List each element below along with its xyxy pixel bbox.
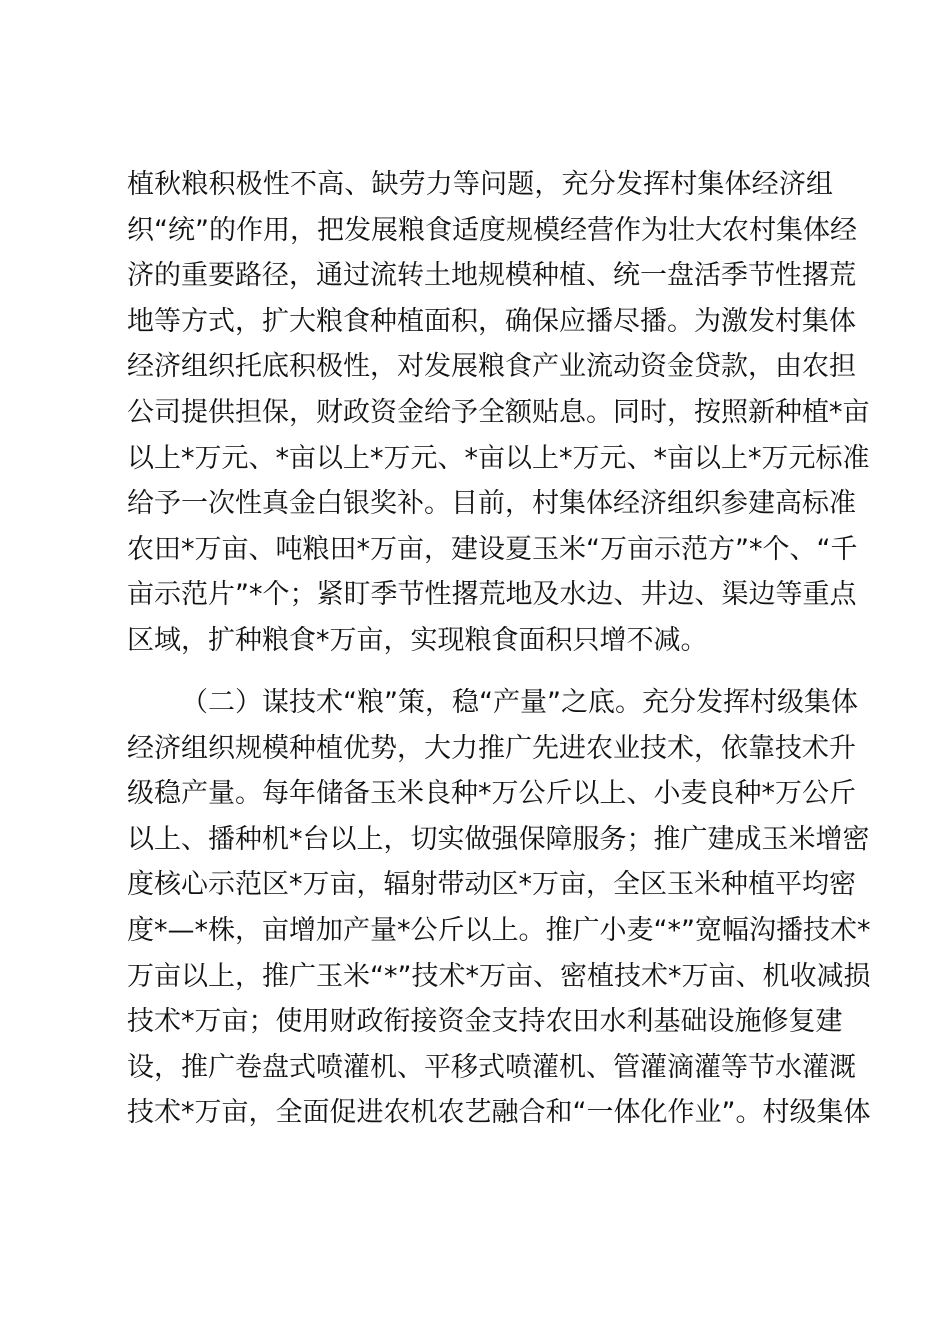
text-line: 地等方式，扩大粮食种植面积，确保应播尽播。为激发村集体 bbox=[127, 305, 856, 337]
text-line: 以上*万元、*亩以上*万元、*亩以上*万元、*亩以上*万元标准 bbox=[127, 442, 870, 474]
text-line: 植秋粮积极性不高、缺劳力等问题，充分发挥村集体经济组 bbox=[127, 169, 833, 200]
text-line: 农田*万亩、吨粮田*万亩，建设夏玉米“万亩示范方”*个、“千 bbox=[127, 533, 858, 565]
text-line: 技术*万亩，全面促进农机农艺融合和“一体化作业”。村级集体 bbox=[127, 1097, 871, 1129]
text-line: 度核心示范区*万亩，辐射带动区*万亩，全区玉米种植平均密 bbox=[127, 869, 856, 901]
paragraph-technology bbox=[127, 680, 871, 1136]
text-line: 亩示范片”*个；紧盯季节性撂荒地及水边、井边、渠边等重点 bbox=[127, 579, 857, 611]
text-line: 济的重要路径，通过流转土地规模种植、统一盘活季节性撂荒 bbox=[127, 260, 856, 292]
text-line: 级稳产量。每年储备玉米良种*万公斤以上、小麦良种*万公斤 bbox=[127, 778, 856, 810]
text-line: 设，推广卷盘式喷灌机、平移式喷灌机、管灌滴灌等节水灌溉 bbox=[127, 1051, 856, 1083]
text-line: 以上、播种机*台以上，切实做强保障服务；推广建成玉米增密 bbox=[127, 823, 870, 855]
text-line: 经济组织规模种植优势，大力推广先进农业技术，依靠技术升 bbox=[127, 732, 856, 764]
text-line: 给予一次性真金白银奖补。目前，村集体经济组织参建高标准 bbox=[127, 488, 856, 520]
text-line: 织“统”的作用，把发展粮食适度规模经营作为壮大农村集体经 bbox=[127, 214, 857, 246]
section-heading-line: （二）谋技术“粮”策，稳“产量”之底。充分发挥村级集体 bbox=[181, 687, 858, 718]
text-line: 公司提供担保，财政资金给予全额贴息。同时，按照新种植*亩 bbox=[127, 396, 870, 428]
text-line: 万亩以上，推广玉米“*”技术*万亩、密植技术*万亩、机收减损 bbox=[127, 960, 871, 992]
text-line: 经济组织托底积极性，对发展粮食产业流动资金贷款，由农担 bbox=[127, 351, 856, 383]
paragraph-grain-area bbox=[127, 162, 870, 664]
text-line: 区域，扩种粮食*万亩，实现粮食面积只增不减。 bbox=[127, 624, 708, 656]
text-line: 度*—*株，亩增加产量*公斤以上。推广小麦“*”宽幅沟播技术* bbox=[127, 914, 871, 946]
text-line: 技术*万亩；使用财政衔接资金支持农田水利基础设施修复建 bbox=[127, 1006, 843, 1038]
